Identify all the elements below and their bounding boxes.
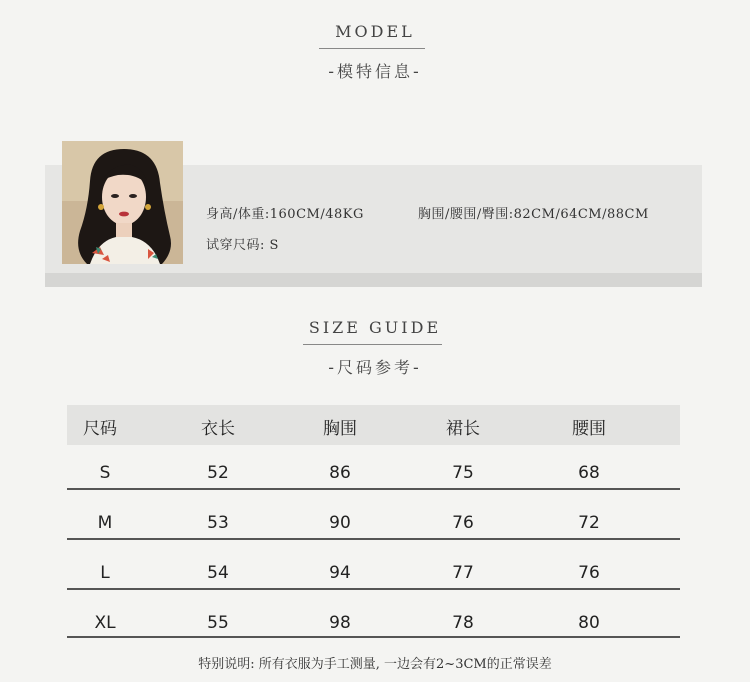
table-cell: 72 xyxy=(578,513,600,533)
measurement-note: 特别说明: 所有衣服为手工测量, 一边会有2~3CM的正常误差 xyxy=(198,657,552,672)
table-cell: 90 xyxy=(329,513,351,533)
table-cell: 76 xyxy=(452,513,474,533)
header-waist: 腰围 xyxy=(572,419,606,439)
table-cell: 75 xyxy=(452,463,474,483)
header-bust: 胸围 xyxy=(323,419,357,439)
table-cell: XL xyxy=(94,613,116,633)
row-divider xyxy=(67,588,680,590)
table-cell: S xyxy=(99,463,111,483)
row-divider xyxy=(67,488,680,490)
table-cell: 76 xyxy=(578,563,600,583)
row-divider xyxy=(67,636,680,638)
model-height-weight: 身高/体重:160CM/48KG xyxy=(206,207,364,222)
size-guide-title: SIZE GUIDE xyxy=(308,318,442,337)
model-try-size: 试穿尺码: S xyxy=(206,238,279,253)
table-cell: 80 xyxy=(578,613,600,633)
model-title: MODEL xyxy=(335,22,415,41)
table-cell: 77 xyxy=(452,563,474,583)
table-cell: 98 xyxy=(329,613,351,633)
table-cell: 94 xyxy=(329,563,351,583)
size-guide-subtitle: -尺码参考- xyxy=(328,358,422,377)
table-cell: 78 xyxy=(452,613,474,633)
model-measurements: 胸围/腰围/臀围:82CM/64CM/88CM xyxy=(418,207,649,222)
table-cell: 68 xyxy=(578,463,600,483)
header-length: 衣长 xyxy=(201,419,235,439)
header-skirt-length: 裙长 xyxy=(446,419,480,439)
table-cell: L xyxy=(100,563,110,583)
table-cell: 52 xyxy=(207,463,229,483)
table-cell: 54 xyxy=(207,563,229,583)
row-divider xyxy=(67,538,680,540)
table-cell: M xyxy=(97,513,113,533)
table-cell: 86 xyxy=(329,463,351,483)
table-cell: 55 xyxy=(207,613,229,633)
table-cell: 53 xyxy=(207,513,229,533)
model-subtitle: -模特信息- xyxy=(328,62,422,81)
header-size: 尺码 xyxy=(83,419,117,439)
